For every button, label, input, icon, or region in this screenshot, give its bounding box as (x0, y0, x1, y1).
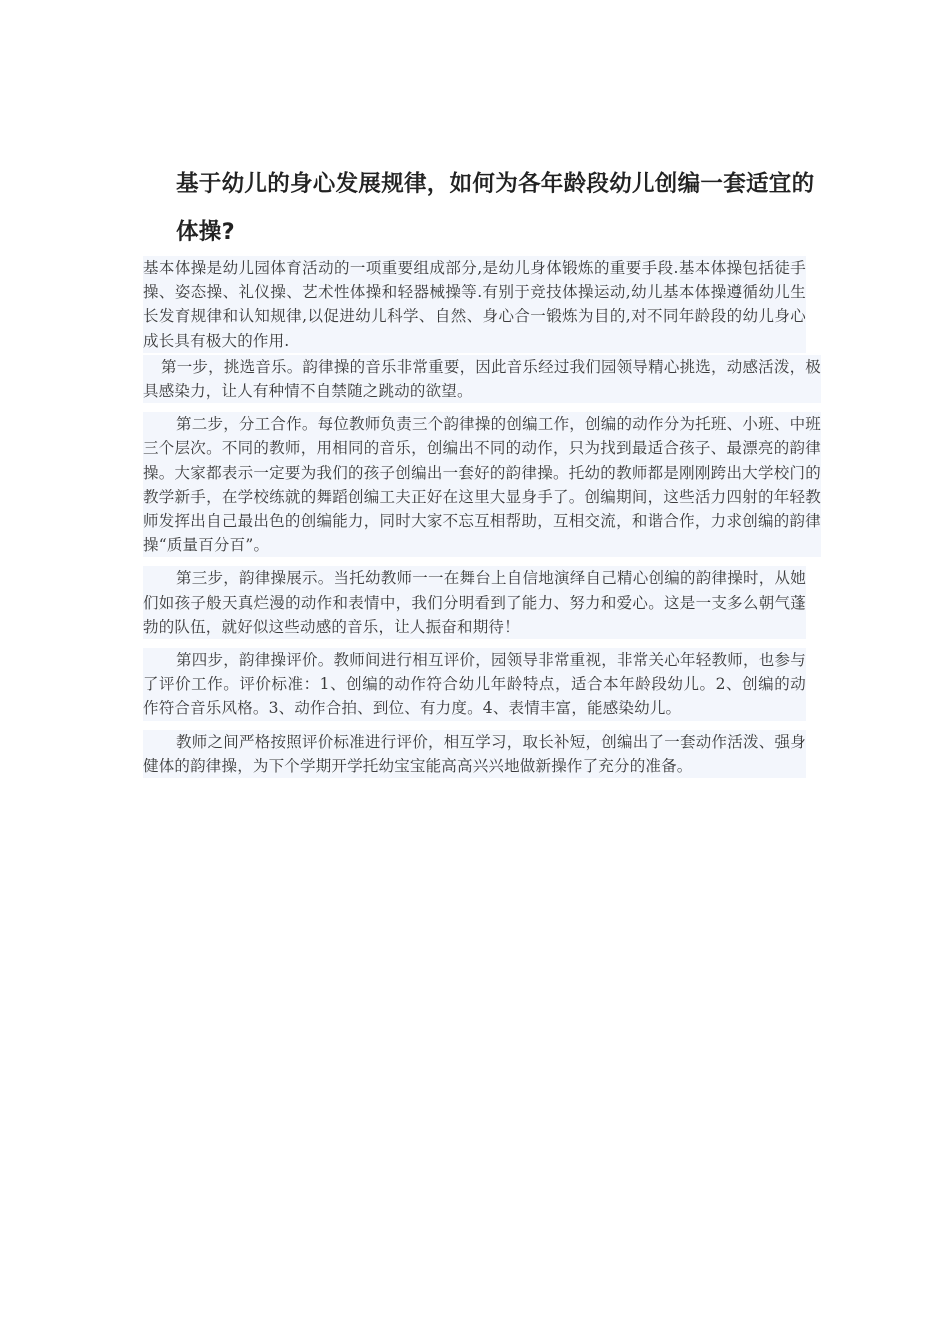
step-three-paragraph: 第三步，韵律操展示。当托幼教师一一在舞台上自信地演绎自己精心创编的韵律操时，从她们如孩子般天真烂漫的动作和表情中，我们分明看到了能力、努力和爱心。这是一支多么朝气蓬勃的队伍，就好似这些动感的音乐，让人振奋和期待！ (143, 566, 806, 639)
step-two-paragraph: 第二步，分工合作。每位教师负责三个韵律操的创编工作，创编的动作分为托班、小班、中班三个层次。不同的教师，用相同的音乐，创编出不同的动作，只为找到最适合孩子、最漂亮的韵律操。大家都表示一定要为我们的孩子创编出一套好的韵律操。托幼的教师都是刚刚跨出大学校门的教学新手，在学校练就的舞蹈创编工夫正好在这里大显身手了。创编期间，这些活力四射的年轻教师发挥出自己最出色的创编能力，同时大家不忘互相帮助，互相交流，和谐合作，力求创编的韵律操“质量百分百”。 (143, 412, 821, 557)
conclusion-paragraph: 教师之间严格按照评价标准进行评价，相互学习，取长补短，创编出了一套动作活泼、强身健体的韵律操，为下个学期开学托幼宝宝能高高兴兴地做新操作了充分的准备。 (143, 730, 806, 778)
step-four-paragraph: 第四步，韵律操评价。教师间进行相互评价，园领导非常重视，非常关心年轻教师，也参与了评价工作。评价标准：1、创编的动作符合幼儿年龄特点，适合本年龄段幼儿。2、创编的动作符合音乐风格。3、动作合拍、到位、有力度。4、表情丰富，能感染幼儿。 (143, 648, 806, 721)
step-one-paragraph: 第一步，挑选音乐。韵律操的音乐非常重要，因此音乐经过我们园领导精心挑选，动感活泼，极具感染力，让人有种情不自禁随之跳动的欲望。 (143, 355, 821, 403)
intro-paragraph: 基本体操是幼儿园体育活动的一项重要组成部分,是幼儿身体锻炼的重要手段.基本体操包括徒手操、姿态操、礼仪操、艺术性体操和轻器械操等.有别于竞技体操运动,幼儿基本体操遵循幼儿生长发育规律和认知规律,以促进幼儿科学、自然、身心合一锻炼为目的,对不同年龄段的幼儿身心成长具有极大的作用. (143, 256, 806, 353)
document-title: 基于幼儿的身心发展规律，如何为各年龄段幼儿创编一套适宜的体操? (176, 171, 815, 245)
document-body (143, 256, 821, 778)
